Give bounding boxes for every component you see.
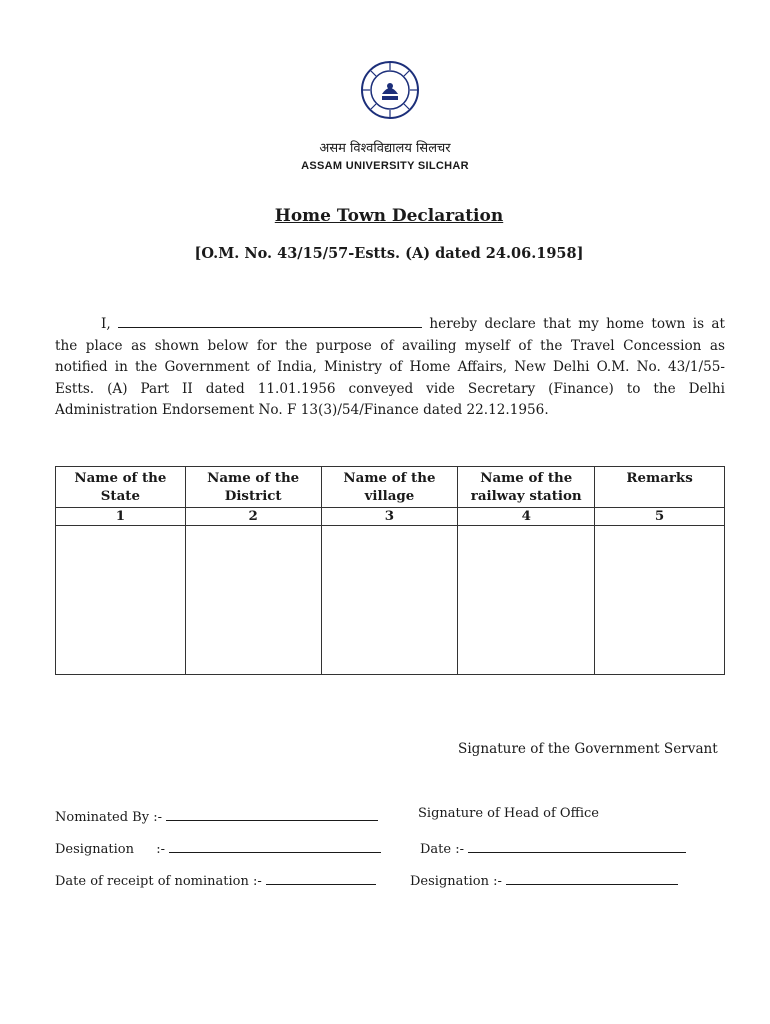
declaration-line-5: Administration Endorsement No. F 13(3)/54/Finance dated 22.12.1956.	[55, 402, 549, 419]
column-header-railway-station: Name of the railway station	[458, 467, 595, 508]
university-seal-icon	[360, 60, 420, 120]
column-number: 3	[321, 508, 458, 526]
nominated-by-blank[interactable]	[166, 806, 378, 821]
designation-right-field	[410, 870, 678, 889]
document-reference: [O.M. No. 43/15/57-Estts. (A) dated 24.06.1958]	[194, 245, 584, 262]
remarks-entry-cell[interactable]	[595, 526, 725, 675]
column-header-village: Name of the village	[321, 467, 458, 508]
column-header-remarks: Remarks	[595, 467, 725, 508]
column-number: 4	[458, 508, 595, 526]
railway-station-entry-cell[interactable]	[458, 526, 595, 675]
state-entry-cell[interactable]	[56, 526, 186, 675]
university-name-hindi: असम विश्वविद्यालय सिलचर	[319, 141, 451, 156]
declaration-prefix: I,	[101, 316, 111, 332]
designation-left-blank[interactable]	[169, 838, 381, 853]
date-label: Date :-	[420, 842, 464, 857]
home-town-table	[55, 466, 725, 675]
district-entry-cell[interactable]	[185, 526, 321, 675]
document-title: Home Town Declaration	[274, 206, 504, 226]
designation-right-blank[interactable]	[506, 870, 678, 885]
date-blank[interactable]	[468, 838, 686, 853]
table-number-row	[56, 508, 725, 526]
university-logo	[360, 60, 420, 120]
date-field	[420, 838, 686, 857]
date-of-receipt-field	[55, 870, 376, 889]
column-number: 1	[56, 508, 186, 526]
nominated-by-label: Nominated By :-	[55, 810, 162, 825]
declaration-line1-text: hereby declare that my home town is at	[429, 316, 725, 332]
designation-left-label: Designation	[55, 842, 134, 857]
declaration-line-2: the place as shown below for the purpose of availing myself of the Travel Concession as	[55, 337, 725, 354]
head-of-office-signature-label: Signature of Head of Office	[418, 806, 599, 821]
name-blank-field[interactable]	[118, 313, 422, 328]
government-servant-signature-label: Signature of the Government Servant	[458, 741, 718, 757]
nominated-by-field	[55, 806, 378, 825]
date-of-receipt-blank[interactable]	[266, 870, 376, 885]
column-number: 2	[185, 508, 321, 526]
column-number: 5	[595, 508, 725, 526]
declaration-line-4: Estts. (A) Part II dated 11.01.1956 conveyed vide Secretary (Finance) to the Delhi	[55, 380, 725, 397]
village-entry-cell[interactable]	[321, 526, 458, 675]
column-header-district: Name of the District	[185, 467, 321, 508]
designation-left-separator: :-	[156, 842, 166, 857]
declaration-line-1	[55, 313, 725, 336]
designation-left-field	[55, 838, 381, 857]
declaration-line-3: notified in the Government of India, Ministry of Home Affairs, New Delhi O.M. No. 43/1/55-	[55, 359, 725, 376]
declaration-paragraph	[55, 313, 725, 422]
designation-right-label: Designation :-	[410, 874, 502, 889]
table-header-row	[56, 467, 725, 508]
table-entry-row	[56, 526, 725, 675]
university-name: ASSAM UNIVERSITY SILCHAR	[301, 160, 469, 172]
column-header-state: Name of the State	[56, 467, 186, 508]
date-of-receipt-label: Date of receipt of nomination :-	[55, 874, 262, 889]
